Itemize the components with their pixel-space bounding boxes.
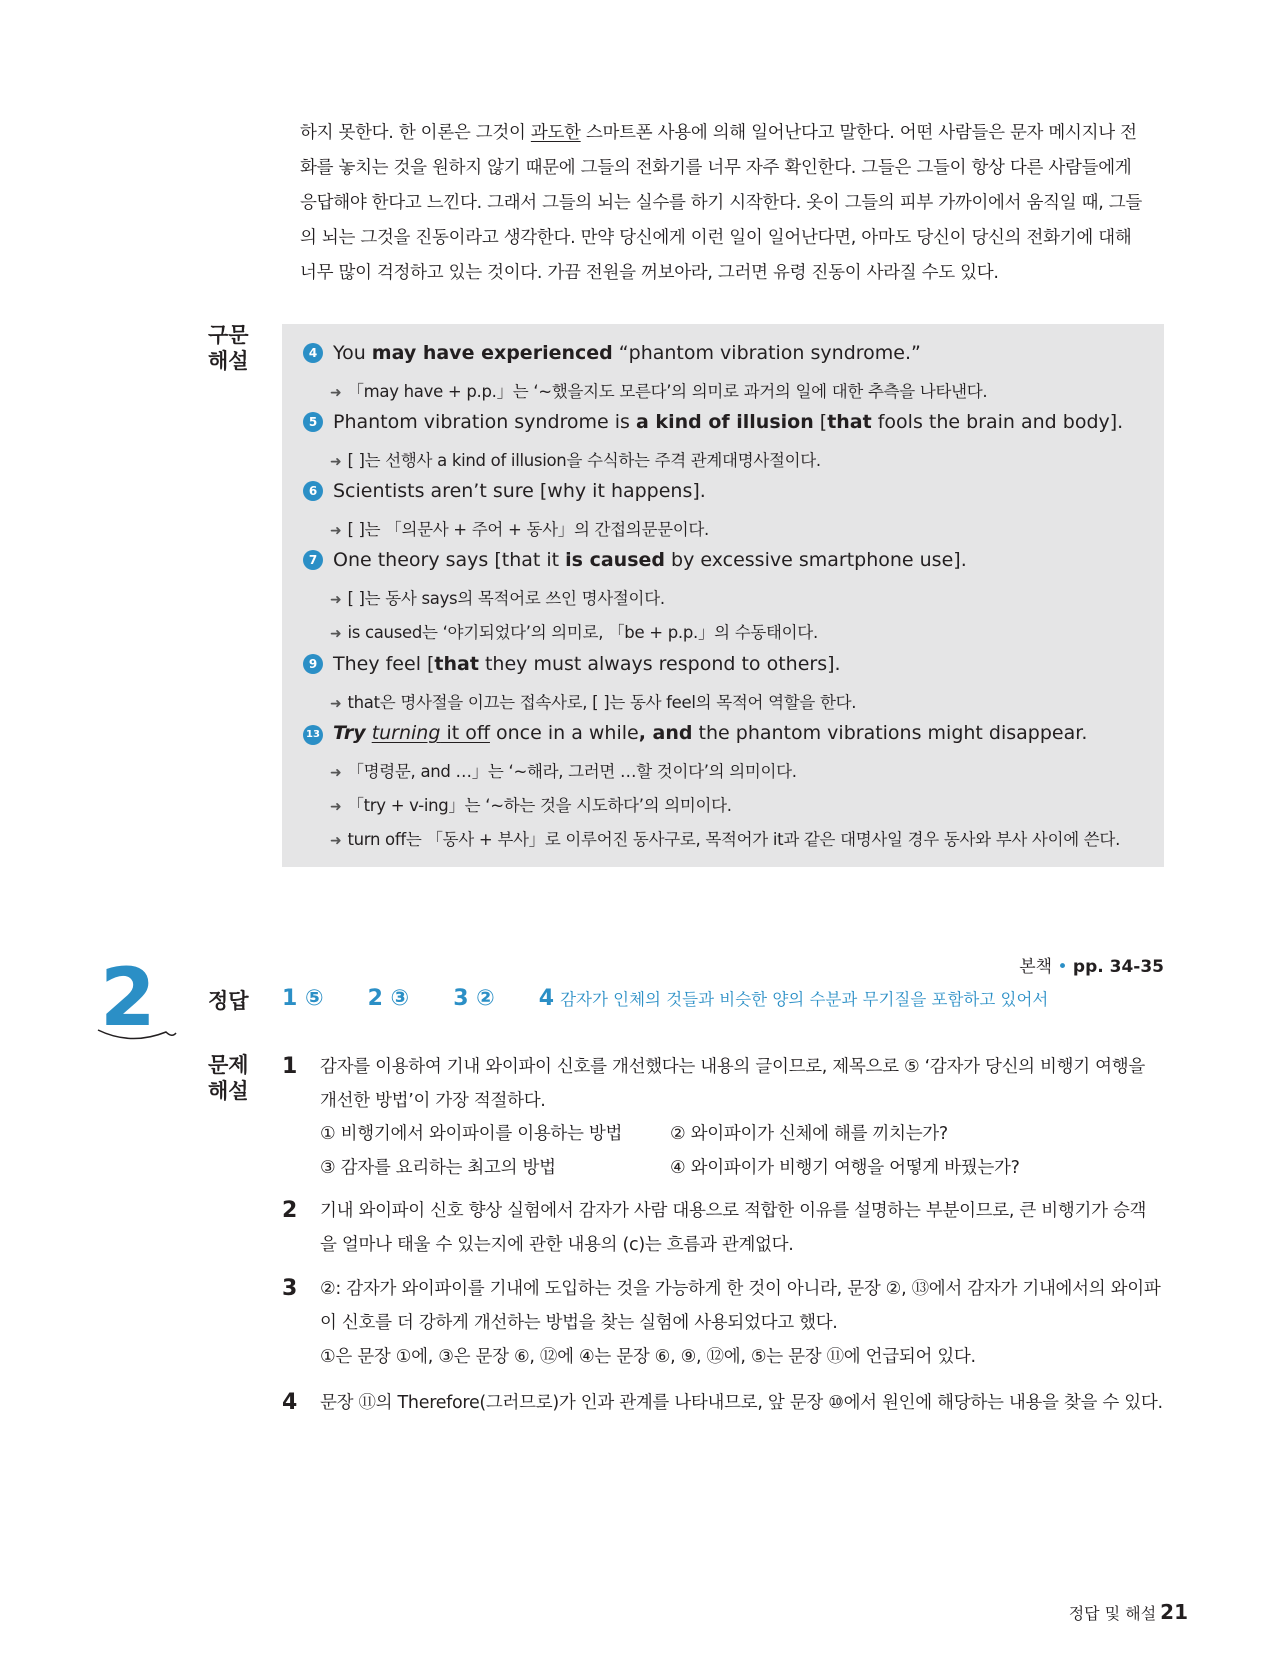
explanation-2 — [320, 1194, 1164, 1262]
grammar-note — [330, 516, 709, 540]
grammar-label — [208, 322, 249, 374]
text: “phantom vibration syndrome.” — [612, 342, 921, 364]
text: [ ]는 선행사 a kind of illusion을 수식하는 주격 관계대명사절이다. — [347, 451, 821, 470]
bold-text: a kind of illusion — [636, 411, 814, 433]
label-line: 해설 — [208, 1079, 249, 1103]
text: [ — [813, 411, 828, 433]
text: 「may have + p.p.」는 ‘~했을지도 모른다’의 의미로 과거의 일에 대한 추측을 나타낸다. — [347, 382, 988, 401]
answer-row — [282, 986, 1092, 1011]
text: One theory says [that it — [333, 549, 566, 571]
arrow-icon: ➜ — [330, 385, 342, 401]
text: 기내 와이파이 신호 향상 실험에서 감자가 사람 대용으로 적합한 이유를 설명하는 부분이므로, 큰 비행기가 승객 — [320, 1201, 1147, 1221]
option: ① 비행기에서 와이파이를 이용하는 방법 — [320, 1124, 623, 1144]
label-line: 해설 — [208, 349, 249, 373]
page-reference — [1019, 952, 1164, 977]
arrow-icon: ➜ — [330, 592, 342, 608]
explanation-1 — [320, 1050, 1164, 1118]
text: fools the brain and body]. — [871, 411, 1124, 433]
text: once in a while — [489, 722, 639, 744]
number-badge: 13 — [303, 725, 323, 745]
text: 감자가 인체의 것들과 비슷한 양의 수분과 무기질을 포함하고 있어서 — [560, 990, 1049, 1009]
arrow-icon: ➜ — [330, 454, 342, 470]
problem-label — [208, 1052, 249, 1104]
text: 이 신호를 더 강하게 개선하는 방법을 찾는 실험에 사용되었다고 했다. — [320, 1313, 838, 1333]
grammar-item-9 — [303, 653, 841, 675]
text: Scientists aren’t sure [why it happens]. — [333, 480, 706, 502]
bold-text: is caused — [565, 549, 665, 571]
question-number: 2 — [282, 1198, 298, 1223]
answer: 3 ② — [453, 986, 495, 1011]
text: they must always respond to others]. — [478, 653, 841, 675]
label-line: 문제 — [208, 1053, 249, 1077]
explanation-4 — [320, 1386, 1164, 1420]
grammar-note — [330, 378, 987, 402]
answer — [539, 986, 1049, 1011]
text: the phantom vibrations might disappear. — [692, 722, 1088, 744]
question-number: 3 — [282, 1276, 298, 1301]
grammar-note — [330, 619, 818, 643]
bold-text: that — [827, 411, 872, 433]
bullet-icon: • — [1057, 957, 1068, 977]
text: [ ]는 동사 says의 목적어로 쓰인 명사절이다. — [347, 589, 665, 608]
text: 「명령문, and …」는 ‘~해라, 그러면 …할 것이다’의 의미이다. — [347, 762, 797, 781]
arrow-icon: ➜ — [330, 833, 342, 849]
label-line: 구문 — [208, 323, 249, 347]
page-range: pp. 34-35 — [1072, 957, 1164, 977]
arrow-icon: ➜ — [330, 765, 342, 781]
arrow-icon: ➜ — [330, 523, 342, 539]
text: 을 얼마나 태울 수 있는지에 관한 내용의 (c)는 흐름과 관계없다. — [320, 1235, 794, 1255]
grammar-item-7 — [303, 549, 967, 571]
text: is caused는 ‘야기되었다’의 의미로, 「be + p.p.」의 수동태이다. — [347, 623, 818, 642]
text: ②: 감자가 와이파이를 기내에 도입하는 것을 가능하게 한 것이 아니라, 문장 ②, ⑬에서 감자가 기내에서의 와이파 — [320, 1279, 1161, 1299]
text: 하지 못한다. 한 이론은 그것이 — [300, 123, 531, 143]
option: ③ 감자를 요리하는 최고의 방법 — [320, 1158, 556, 1178]
text: 본책 — [1019, 957, 1053, 977]
grammar-item-4 — [303, 342, 921, 364]
section-number: 2 — [100, 951, 156, 1044]
page-footer — [1069, 1600, 1188, 1624]
text: You — [333, 342, 372, 364]
grammar-note — [330, 758, 797, 782]
answer-label: 정답 — [208, 989, 249, 1013]
question-number: 1 — [282, 1054, 298, 1079]
text: ①은 문장 ①에, ③은 문장 ⑥, ⑫에 ④는 문장 ⑥, ⑨, ⑫에, ⑤는 문장 ⑪에 언급되어 있다. — [320, 1347, 976, 1367]
question-number: 4 — [282, 1390, 298, 1415]
text: by excessive smartphone use]. — [665, 549, 967, 571]
text: turn off는 「동사 + 부사」로 이루어진 동사구로, 목적어가 it과 같은 대명사일 경우 동사와 부사 사이에 쓴다. — [347, 830, 1121, 849]
text: 문장 ⑪의 Therefore(그러므로)가 인과 관계를 나타내므로, 앞 문장 ⑩에서 원인에 해당하는 내용을 찾을 수 있다. — [320, 1393, 1163, 1413]
grammar-item-5 — [303, 411, 1123, 433]
grammar-note — [330, 792, 732, 816]
number-badge: 9 — [303, 654, 323, 674]
grammar-item-6 — [303, 480, 706, 502]
text: [ ]는 「의문사 + 주어 + 동사」의 간접의문문이다. — [347, 520, 709, 539]
italic-underlined-text: turning — [371, 722, 441, 744]
grammar-note — [330, 689, 856, 713]
text: 감자를 이용하여 기내 와이파이 신호를 개선했다는 내용의 글이므로, 제목으로 ⑤ ‘감자가 당신의 비행기 여행을 — [320, 1057, 1145, 1077]
text: 의 뇌는 그것을 진동이라고 생각한다. 만약 당신에게 이런 일이 일어난다면, 아마도 당신이 당신의 전화기에 대해 — [300, 228, 1132, 248]
text: 스마트폰 사용에 의해 일어난다고 말한다. 어떤 사람들은 문자 메시지나 전 — [580, 123, 1137, 143]
option: ④ 와이파이가 비행기 여행을 어떻게 바꿨는가? — [670, 1158, 1020, 1178]
bold-italic-text: Try — [333, 722, 366, 744]
translation-paragraph — [300, 116, 1162, 291]
text: Phantom vibration syndrome is — [333, 411, 636, 433]
grammar-item-13 — [303, 722, 1087, 745]
arrow-icon: ➜ — [330, 799, 342, 815]
number-badge: 4 — [303, 343, 323, 363]
text: 「try + v-ing」는 ‘~하는 것을 시도하다’의 의미이다. — [347, 796, 732, 815]
text: that은 명사절을 이끄는 접속사로, [ ]는 동사 feel의 목적어 역할을 한다. — [347, 693, 857, 712]
option: ② 와이파이가 신체에 해를 끼치는가? — [670, 1124, 948, 1144]
underlined-text: it off — [440, 722, 490, 744]
underlined-word: 과도한 — [530, 123, 581, 143]
explanation-3 — [320, 1272, 1164, 1374]
text: 화를 놓치는 것을 원하지 않기 때문에 그들의 전화기를 너무 자주 확인한다. 그들은 그들이 항상 다른 사람들에게 — [300, 158, 1132, 178]
number-badge: 7 — [303, 550, 323, 570]
page-number: 21 — [1160, 1600, 1188, 1624]
answer: 1 ⑤ — [282, 986, 324, 1011]
text: 응답해야 한다고 느낀다. 그래서 그들의 뇌는 실수를 하기 시작한다. 옷이 그들의 피부 가까이에서 움직일 때, 그들 — [300, 193, 1142, 213]
bold-text: , and — [638, 722, 693, 744]
section-swoosh-icon — [96, 1024, 178, 1044]
answer-number: 4 — [538, 986, 555, 1011]
grammar-note — [330, 826, 1120, 850]
number-badge: 5 — [303, 412, 323, 432]
grammar-note — [330, 447, 821, 471]
text: 너무 많이 걱정하고 있는 것이다. 가끔 전원을 꺼보아라, 그러면 유령 진동이 사라질 수도 있다. — [300, 263, 999, 283]
text: They feel [ — [333, 653, 435, 675]
bold-text: may have experienced — [371, 342, 613, 364]
bold-text: that — [434, 653, 479, 675]
footer-label: 정답 및 해설 — [1068, 1604, 1157, 1623]
text: 개선한 방법’이 가장 적절하다. — [320, 1091, 546, 1111]
arrow-icon: ➜ — [330, 696, 342, 712]
arrow-icon: ➜ — [330, 626, 342, 642]
answer: 2 ③ — [367, 986, 410, 1011]
number-badge: 6 — [303, 481, 323, 501]
grammar-note — [330, 585, 665, 609]
